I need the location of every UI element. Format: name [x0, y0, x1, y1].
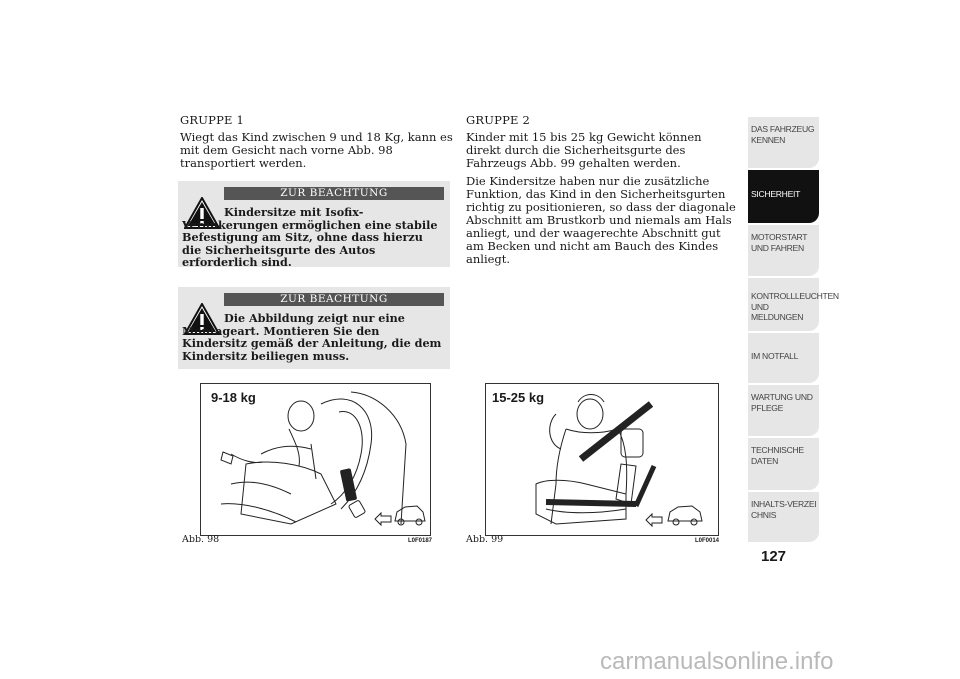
child-seat-illustration	[201, 384, 430, 535]
figure-label: 15-25 kg	[492, 390, 545, 405]
section-heading-gruppe-2: GRUPPE 2	[466, 113, 530, 127]
warning-box-1	[178, 181, 450, 267]
figure-99-booster-seat	[485, 383, 719, 536]
tab-technische-daten[interactable]: TECHNISCHE DATEN	[748, 438, 819, 490]
footer-watermark: carmanualsonline.info	[600, 648, 834, 675]
figure-label: 9-18 kg	[211, 390, 256, 405]
warning-box-2	[178, 287, 450, 369]
figure-98-code: L0F0187	[408, 538, 433, 544]
tab-das-fahrzeug-kennen[interactable]: DAS FAHRZEUG KENNEN	[748, 117, 819, 168]
figure-99-caption: Abb. 99	[466, 534, 504, 545]
warning-text: Kindersitze mit Isofix-Verankerungen ermöglichen eine stabile Befestigung am Sitz, ohne dass hierzu die Sicherheitsgurte des Autos erforderlich sind.	[182, 205, 438, 269]
figure-98-child-seat-isofix	[200, 383, 431, 536]
gruppe-1-paragraph: Wiegt das Kind zwischen 9 und 18 Kg, kann es mit dem Gesicht nach vorne Abb. 98 transportiert werden.	[180, 130, 453, 170]
page-number: 127	[761, 548, 787, 565]
gruppe-2-text: Kinder mit 15 bis 25 kg Gewicht können direkt durch die Sicherheitsgurte des Fahrzeugs Abb. 99 gehalten werden. Die Kindersitze haben nur die zusätzliche Funktion, das Kind in den Sicherheitsgurten richtig zu positionieren, so dass der diagonale Abschnitt am Brustkorb und niemals am Hals anliegt, und der waagerechte Abschnitt gut am Becken und nicht am Bauch des Kindes anliegt.	[466, 130, 736, 266]
booster-seat-illustration	[486, 384, 718, 535]
tab-wartung-und-pflege[interactable]: WARTUNG UND PFLEGE	[748, 385, 819, 436]
figure-98-caption: Abb. 98	[182, 534, 220, 545]
tab-sicherheit[interactable]: SICHERHEIT	[748, 170, 819, 223]
warning-title: ZUR BEACHTUNG	[224, 187, 444, 200]
tab-im-notfall[interactable]: IM NOTFALL	[748, 333, 819, 383]
tab-kontrollleuchten[interactable]: KONTROLLLEUCHTEN UND MELDUNGEN	[748, 278, 819, 331]
warning-text: Die Abbildung zeigt nur eine Montageart. Montieren Sie den Kindersitz gemäß der Anleitung, die dem Kindersitz beiliegen muss.	[182, 311, 442, 363]
tab-inhaltsverzeichnis[interactable]: INHALTS-VERZEICHNIS	[748, 492, 819, 542]
section-heading-gruppe-1: GRUPPE 1	[180, 113, 244, 127]
tab-motorstart-und-fahren[interactable]: MOTORSTART UND FAHREN	[748, 225, 819, 276]
warning-title: ZUR BEACHTUNG	[224, 293, 444, 306]
figure-99-code: L0F0014	[695, 538, 720, 544]
